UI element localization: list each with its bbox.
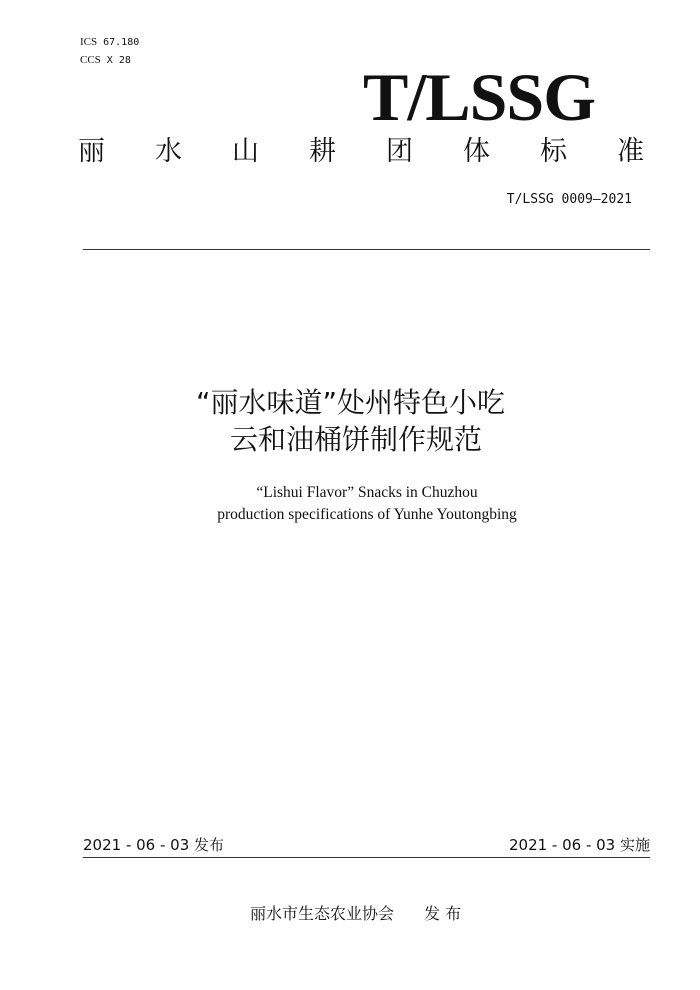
standard-number: T/LSSG 0009—2021 [506, 192, 632, 207]
standard-type-title: 丽水山耕团体标准 [78, 136, 694, 167]
footer-divider [83, 857, 650, 858]
ics-label: ICS [80, 36, 98, 48]
chinese-title-line-1: “丽水味道”处州特色小吃 [196, 386, 506, 419]
ics-classification [80, 35, 139, 50]
chinese-title-line-2: 云和油桶饼制作规范 [230, 423, 483, 456]
header-divider [83, 249, 650, 250]
ccs-code: X 28 [106, 55, 131, 66]
english-title-line-2: production specifications of Yunhe Youtongbing [217, 506, 517, 523]
publish-date: 2021 - 06 - 03 发布 [83, 836, 225, 854]
standard-code-logo: T/LSSG [363, 59, 596, 135]
english-title-line-1: “Lishui Flavor” Snacks in Chuzhou [256, 484, 478, 501]
publisher-line [250, 903, 461, 925]
ccs-label: CCS [80, 54, 101, 66]
publish-action: 发 布 [424, 904, 462, 923]
ics-code: 67.180 [103, 37, 140, 48]
publisher-name: 丽水市生态农业协会 [250, 904, 395, 923]
implementation-date: 2021 - 06 - 03 实施 [508, 836, 650, 854]
ccs-classification [80, 53, 131, 68]
